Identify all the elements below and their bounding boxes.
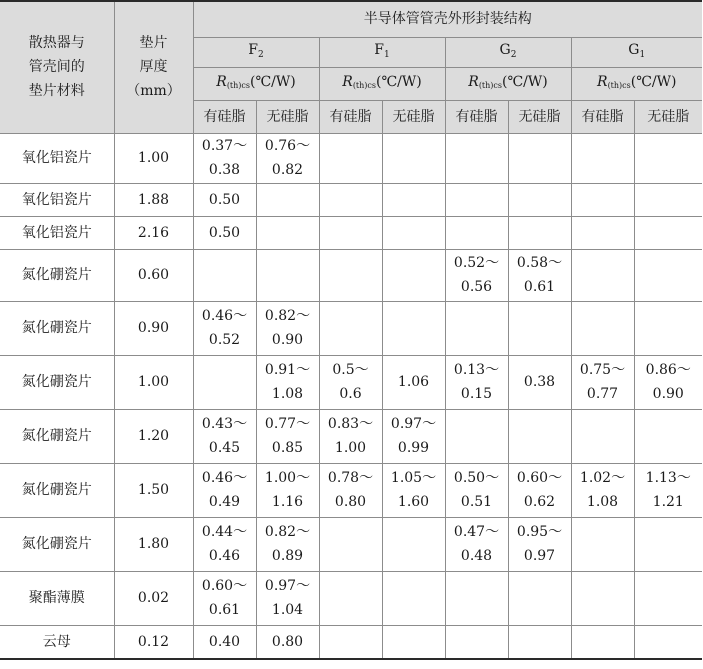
resistance-value-cell bbox=[445, 301, 508, 355]
resistance-value-cell: 0.50 bbox=[193, 183, 256, 216]
thickness-cell: 0.60 bbox=[114, 249, 193, 301]
resistance-value-cell bbox=[382, 249, 445, 301]
material-cell: 氮化硼瓷片 bbox=[0, 463, 114, 517]
resistance-value-cell: 0.86～ 0.90 bbox=[634, 355, 702, 409]
with-grease-label: 有硅脂 bbox=[193, 100, 256, 133]
resistance-value-cell bbox=[571, 133, 634, 183]
thickness-cell: 0.02 bbox=[114, 571, 193, 625]
resistance-value-cell bbox=[571, 409, 634, 463]
resistance-value-cell bbox=[382, 517, 445, 571]
table-row bbox=[0, 301, 702, 355]
table-row bbox=[0, 355, 702, 409]
resistance-value-cell bbox=[256, 183, 319, 216]
header-material: 散热器与 管壳间的 垫片材料 bbox=[0, 1, 114, 133]
resistance-value-cell bbox=[445, 625, 508, 659]
resistance-value-cell: 0.38 bbox=[508, 355, 571, 409]
resistance-value-cell: 0.91～ 1.08 bbox=[256, 355, 319, 409]
resistance-value-cell bbox=[256, 249, 319, 301]
resistance-value-cell: 0.97～ 1.04 bbox=[256, 571, 319, 625]
resistance-value-cell bbox=[634, 183, 702, 216]
resistance-value-cell: 0.60～ 0.61 bbox=[193, 571, 256, 625]
thickness-cell: 2.16 bbox=[114, 216, 193, 249]
resistance-value-cell bbox=[634, 625, 702, 659]
resistance-label: R(th)cs(℃/W) bbox=[193, 67, 319, 100]
resistance-value-cell: 0.46～ 0.52 bbox=[193, 301, 256, 355]
table-row bbox=[0, 249, 702, 301]
resistance-value-cell bbox=[571, 249, 634, 301]
structure-g2: $G_2$ bbox=[445, 37, 571, 67]
resistance-value-cell bbox=[193, 249, 256, 301]
resistance-label: R(th)cs(℃/W) bbox=[319, 67, 445, 100]
resistance-value-cell bbox=[508, 301, 571, 355]
resistance-value-cell bbox=[319, 133, 382, 183]
resistance-value-cell bbox=[634, 133, 702, 183]
resistance-value-cell bbox=[571, 517, 634, 571]
without-grease-label: 无硅脂 bbox=[634, 100, 702, 133]
table-row bbox=[0, 463, 702, 517]
resistance-value-cell bbox=[319, 571, 382, 625]
material-cell: 氮化硼瓷片 bbox=[0, 409, 114, 463]
resistance-value-cell: 0.47～ 0.48 bbox=[445, 517, 508, 571]
thickness-cell: 1.00 bbox=[114, 133, 193, 183]
resistance-value-cell: 1.13～ 1.21 bbox=[634, 463, 702, 517]
without-grease-label: 无硅脂 bbox=[508, 100, 571, 133]
resistance-value-cell bbox=[634, 249, 702, 301]
resistance-value-cell: 1.06 bbox=[382, 355, 445, 409]
thickness-cell: 1.00 bbox=[114, 355, 193, 409]
structure-g1: $G_1$ bbox=[571, 37, 702, 67]
resistance-value-cell: 0.52～ 0.56 bbox=[445, 249, 508, 301]
resistance-value-cell: 0.40 bbox=[193, 625, 256, 659]
resistance-value-cell: 0.97～ 0.99 bbox=[382, 409, 445, 463]
resistance-value-cell bbox=[382, 625, 445, 659]
resistance-value-cell bbox=[508, 625, 571, 659]
header-package-structure: 半导体管管壳外形封装结构 bbox=[193, 1, 702, 37]
resistance-value-cell bbox=[319, 301, 382, 355]
resistance-label: R(th)cs(℃/W) bbox=[571, 67, 702, 100]
material-cell: 云母 bbox=[0, 625, 114, 659]
resistance-value-cell bbox=[382, 183, 445, 216]
resistance-value-cell bbox=[571, 216, 634, 249]
resistance-value-cell bbox=[319, 517, 382, 571]
resistance-value-cell bbox=[445, 571, 508, 625]
table-row bbox=[0, 409, 702, 463]
structure-f1: $F_1$ bbox=[319, 37, 445, 67]
resistance-value-cell bbox=[508, 183, 571, 216]
thickness-cell: 1.80 bbox=[114, 517, 193, 571]
resistance-value-cell bbox=[634, 409, 702, 463]
material-cell: 氮化硼瓷片 bbox=[0, 517, 114, 571]
resistance-value-cell bbox=[634, 571, 702, 625]
resistance-value-cell bbox=[508, 571, 571, 625]
table-row bbox=[0, 216, 702, 249]
table-row bbox=[0, 571, 702, 625]
structure-f2: $F_2$ bbox=[193, 37, 319, 67]
with-grease-label: 有硅脂 bbox=[319, 100, 382, 133]
resistance-value-cell: 0.82～ 0.90 bbox=[256, 301, 319, 355]
thickness-cell: 1.50 bbox=[114, 463, 193, 517]
material-cell: 氧化铝瓷片 bbox=[0, 216, 114, 249]
resistance-value-cell: 0.50 bbox=[193, 216, 256, 249]
resistance-value-cell: 0.78～ 0.80 bbox=[319, 463, 382, 517]
resistance-value-cell bbox=[634, 517, 702, 571]
with-grease-label: 有硅脂 bbox=[445, 100, 508, 133]
with-grease-label: 有硅脂 bbox=[571, 100, 634, 133]
resistance-value-cell: 0.83～ 1.00 bbox=[319, 409, 382, 463]
resistance-label: R(th)cs(℃/W) bbox=[445, 67, 571, 100]
material-cell: 氮化硼瓷片 bbox=[0, 355, 114, 409]
resistance-value-cell bbox=[382, 216, 445, 249]
table-header bbox=[0, 1, 702, 133]
resistance-value-cell: 0.43～ 0.45 bbox=[193, 409, 256, 463]
header-thickness: 垫片 厚度 （mm） bbox=[114, 1, 193, 133]
table-row bbox=[0, 517, 702, 571]
thickness-cell: 1.20 bbox=[114, 409, 193, 463]
resistance-value-cell bbox=[571, 183, 634, 216]
table-body bbox=[0, 133, 702, 659]
resistance-value-cell: 0.13～ 0.15 bbox=[445, 355, 508, 409]
resistance-value-cell bbox=[634, 301, 702, 355]
material-cell: 氧化铝瓷片 bbox=[0, 133, 114, 183]
resistance-value-cell bbox=[445, 409, 508, 463]
resistance-value-cell bbox=[445, 183, 508, 216]
resistance-value-cell: 0.82～ 0.89 bbox=[256, 517, 319, 571]
resistance-value-cell: 1.02～ 1.08 bbox=[571, 463, 634, 517]
resistance-value-cell: 0.80 bbox=[256, 625, 319, 659]
resistance-value-cell: 0.5～ 0.6 bbox=[319, 355, 382, 409]
thickness-cell: 0.12 bbox=[114, 625, 193, 659]
resistance-value-cell: 0.76～ 0.82 bbox=[256, 133, 319, 183]
resistance-value-cell: 0.95～ 0.97 bbox=[508, 517, 571, 571]
resistance-value-cell: 0.50～ 0.51 bbox=[445, 463, 508, 517]
resistance-value-cell: 0.58～ 0.61 bbox=[508, 249, 571, 301]
resistance-value-cell: 0.37～ 0.38 bbox=[193, 133, 256, 183]
without-grease-label: 无硅脂 bbox=[382, 100, 445, 133]
without-grease-label: 无硅脂 bbox=[256, 100, 319, 133]
table-row bbox=[0, 625, 702, 659]
material-cell: 氮化硼瓷片 bbox=[0, 301, 114, 355]
resistance-value-cell bbox=[445, 133, 508, 183]
resistance-value-cell: 1.00～ 1.16 bbox=[256, 463, 319, 517]
resistance-value-cell bbox=[508, 133, 571, 183]
material-cell: 氧化铝瓷片 bbox=[0, 183, 114, 216]
thickness-cell: 0.90 bbox=[114, 301, 193, 355]
resistance-value-cell bbox=[571, 625, 634, 659]
resistance-value-cell bbox=[319, 183, 382, 216]
resistance-value-cell: 1.05～ 1.60 bbox=[382, 463, 445, 517]
resistance-value-cell bbox=[571, 301, 634, 355]
resistance-value-cell bbox=[508, 216, 571, 249]
resistance-value-cell bbox=[382, 571, 445, 625]
resistance-value-cell bbox=[445, 216, 508, 249]
resistance-value-cell bbox=[382, 301, 445, 355]
table-row bbox=[0, 183, 702, 216]
material-cell: 聚酯薄膜 bbox=[0, 571, 114, 625]
resistance-value-cell bbox=[571, 571, 634, 625]
resistance-value-cell: 0.46～ 0.49 bbox=[193, 463, 256, 517]
resistance-value-cell bbox=[634, 216, 702, 249]
thickness-cell: 1.88 bbox=[114, 183, 193, 216]
resistance-value-cell bbox=[319, 625, 382, 659]
resistance-value-cell bbox=[256, 216, 319, 249]
resistance-value-cell bbox=[382, 133, 445, 183]
resistance-value-cell bbox=[319, 249, 382, 301]
resistance-value-cell: 0.75～ 0.77 bbox=[571, 355, 634, 409]
resistance-value-cell bbox=[319, 216, 382, 249]
resistance-value-cell bbox=[193, 355, 256, 409]
table-row bbox=[0, 133, 702, 183]
resistance-value-cell: 0.77～ 0.85 bbox=[256, 409, 319, 463]
resistance-value-cell: 0.60～ 0.62 bbox=[508, 463, 571, 517]
resistance-value-cell: 0.44～ 0.46 bbox=[193, 517, 256, 571]
resistance-value-cell bbox=[508, 409, 571, 463]
material-cell: 氮化硼瓷片 bbox=[0, 249, 114, 301]
